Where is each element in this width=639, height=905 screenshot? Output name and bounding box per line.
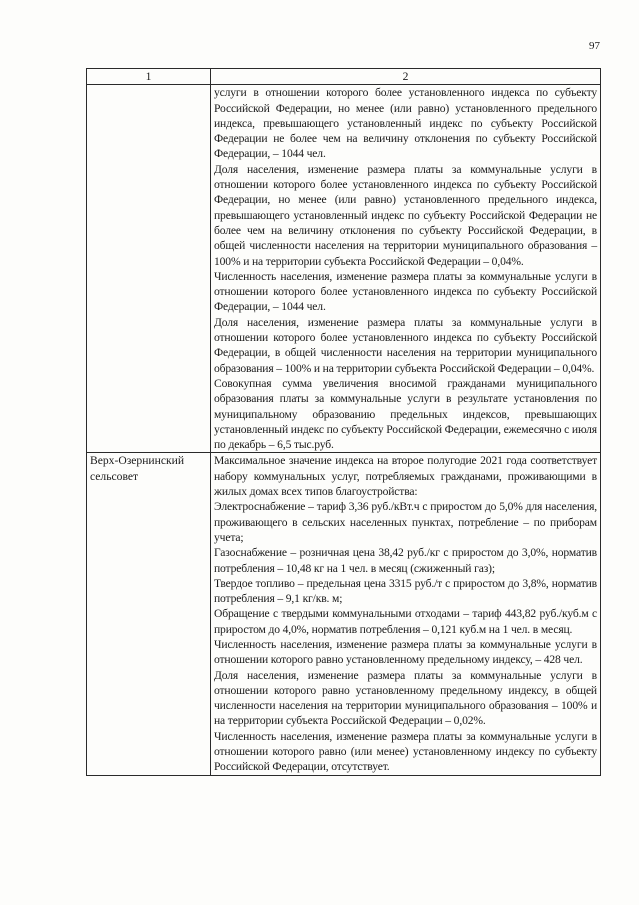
municipality-cell: Верх-Озернинский сельсовет <box>87 453 211 775</box>
paragraph: Электроснабжение – тариф 3,36 руб./кВт.ч с приростом до 5,0% для населения, проживающего в сельских населенных пунктах, потребление – по приборам учета; <box>214 500 597 544</box>
description-cell <box>211 85 601 453</box>
paragraph: Максимальное значение индекса на второе полугодие 2021 года соответствует набору коммунальных услуг, потребляемых гражданами, проживающими в жилых домах всех типов благоустройства: <box>214 454 597 499</box>
paragraph: Доля населения, изменение размера платы за коммунальные услуги в отношении которого равно установленному предельному индексу, в общей численности населения на территории муниципального образования – 100% и на территории субъекта Российской Федерации – 0,02%. <box>214 668 597 728</box>
table-header-row <box>87 69 601 85</box>
column-header-2: 2 <box>211 69 601 85</box>
paragraph: Обращение с твердыми коммунальными отходами – тариф 443,82 руб./куб.м с приростом до 4,0%, норматив потребления – 0,121 куб.м на 1 чел. в месяц. <box>214 607 597 636</box>
paragraph: Численность населения, изменение размера платы за коммунальные услуги в отношении которого равно (или менее) установленному индексу по субъекту Российской Федерации, отсутствует. <box>214 729 597 774</box>
paragraph: Численность населения, изменение размера платы за коммунальные услуги в отношении которого равно установленному предельному индексу, – 428 чел. <box>214 637 597 667</box>
paragraph: Численность населения, изменение размера платы за коммунальные услуги в отношении которого более установленного индекса по субъекту Российской Федерации, – 1044 чел. <box>214 269 597 314</box>
paragraph: Газоснабжение – розничная цена 38,42 руб./кг с приростом до 3,0%, норматив потребления – 10,48 кг на 1 чел. в месяц (сжиженный газ); <box>214 546 597 575</box>
description-cell <box>211 453 601 775</box>
paragraph: Доля населения, изменение размера платы за коммунальные услуги в отношении которого более установленного индекса по субъекту Российской Федерации, в общей численности населения на территории муниципального образования – 100% и на территории субъекта Российской Федерации – 0,04%. <box>214 315 597 375</box>
column-header-1: 1 <box>87 69 211 85</box>
municipality-cell <box>87 85 211 453</box>
paragraph: Совокупная сумма увеличения вносимой гражданами муниципального образования платы за коммунальные услуги в результате установления по муниципальному образованию предельных индексов, превышающих установленный индекс по субъекту Российской Федерации, ежемесячно с июля по декабрь – 6,5 тыс.руб. <box>214 376 597 452</box>
paragraph: Твердое топливо – предельная цена 3315 руб./т с приростом до 3,8%, норматив потребления – 9,1 кг/кв. м; <box>214 576 597 606</box>
paragraph: Доля населения, изменение размера платы за коммунальные услуги в отношении которого более установленного индекса по субъекту Российской Федерации, но менее (или равно) установленного предельного индекса, превышающего установленный индекс по субъекту Российской Федерации не более чем на величину отклонения по субъекту Российской Федерации, в общей численности населения на территории муниципального образования – 100% и на территории субъекта Российской Федерации – 0,04%. <box>214 162 597 268</box>
table-row <box>87 85 601 453</box>
paragraph: услуги в отношении которого более установленного индекса по субъекту Российской Федерации, но менее (или равно) установленного предельного индекса, превышающего установленный индекс по субъекту Российской Федерации не более чем на величину отклонения по субъекту Российской Федерации, – 1044 чел. <box>214 86 597 161</box>
table-row <box>87 453 601 775</box>
document-table <box>86 68 601 776</box>
page-number: 97 <box>589 40 600 52</box>
